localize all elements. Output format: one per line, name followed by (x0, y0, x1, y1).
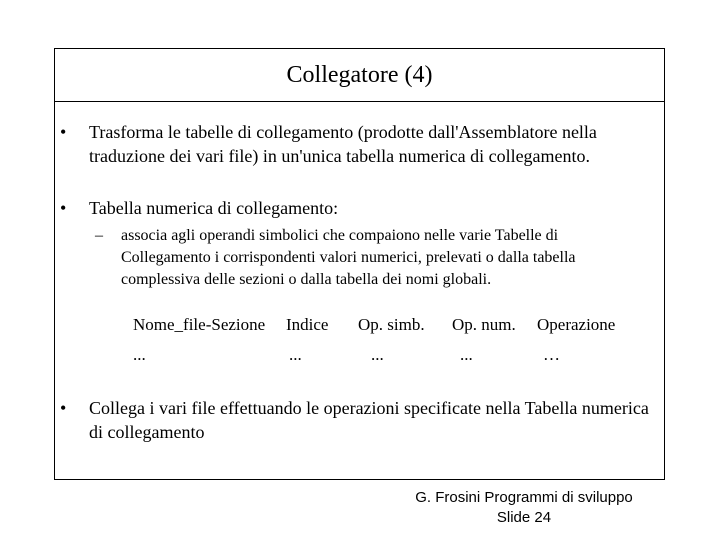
footer-slide-number: Slide 24 (496, 509, 552, 526)
table-cell: ... (371, 345, 384, 364)
bullet-text-1: Trasforma le tabelle di collegamento (prodotte dall'Assemblatore nella traduzione dei vari file) in un'unica tabella numerica di collegamento. (89, 122, 597, 166)
bullet-icon: • (60, 122, 67, 142)
bullet-text-3: Collega i vari file effettuando le operazioni specificate nella Tabella numerica di collegamento (89, 398, 649, 442)
table-cell: ... (289, 345, 302, 364)
table-header-cell: Nome_file-Sezione (133, 315, 266, 334)
sub-bullet-item (95, 225, 643, 291)
footer-author-course: G. Frosini Programmi di sviluppo (415, 489, 633, 506)
bullet-item-3 (60, 396, 657, 444)
bullet-text-2: Tabella numerica di collegamento: (89, 198, 339, 218)
sub-bullet-text: associa agli operandi simbolici che compaiono nelle varie Tabelle di Collegamento i corrispondenti valori numerici, prelevati o dalla tabella complessiva delle sezioni o dalla tabella dei nomi globali. (121, 227, 576, 288)
table-header-cell: Operazione (537, 315, 616, 334)
bullet-item-1 (60, 120, 657, 168)
dash-icon: – (95, 227, 103, 244)
slide-title: Collegatore (4) (286, 61, 433, 88)
table-header-cell: Op. num. (452, 315, 516, 334)
bullet-icon: • (60, 398, 67, 418)
bullet-icon: • (60, 198, 67, 218)
table-header-cell: Indice (286, 315, 329, 334)
table-cell: ... (460, 345, 473, 364)
slide-footer (390, 488, 658, 528)
table-cell: … (543, 345, 560, 364)
table-cell: ... (133, 345, 146, 364)
table-header-cell: Op. simb. (358, 315, 425, 334)
slide-title-box (54, 48, 665, 102)
bullet-item-2 (60, 196, 657, 220)
